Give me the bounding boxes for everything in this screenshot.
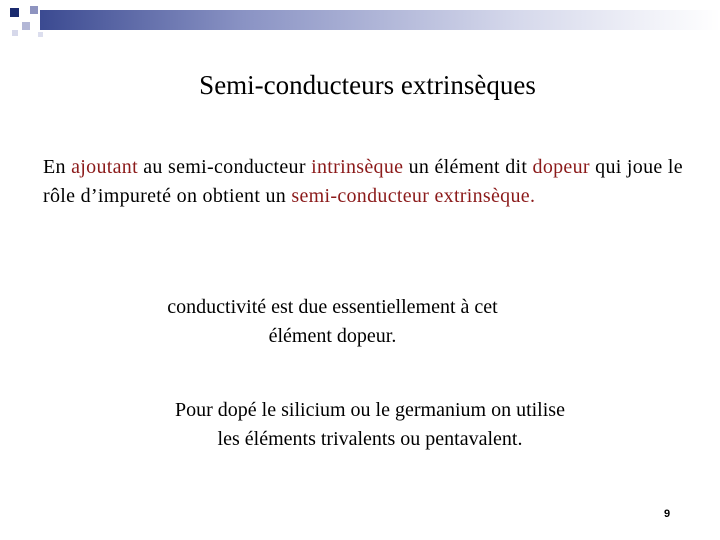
decorative-square	[12, 30, 18, 36]
doping-line-2: les éléments trivalents ou pentavalent.	[217, 428, 523, 450]
intro-text: un élément dit	[403, 156, 533, 178]
intro-highlight: semi-conducteur extrinsèque.	[291, 185, 536, 207]
slide-title: Semi-conducteurs extrinsèques	[199, 70, 536, 100]
decorative-square	[10, 8, 19, 17]
intro-highlight: dopeur	[532, 156, 590, 178]
doping-line-1: Pour dopé le silicium ou le germanium on utilise	[175, 399, 565, 421]
doping-paragraph	[110, 396, 630, 454]
decorative-square	[38, 32, 43, 37]
decorative-square	[22, 22, 30, 30]
intro-text: au semi-conducteur	[137, 156, 312, 178]
conductivity-paragraph	[120, 293, 545, 351]
page-number: 9	[664, 508, 671, 520]
intro-text: En	[43, 156, 72, 178]
conductivity-line-1: conductivité est due essentiellement à cet	[167, 296, 498, 318]
conductivity-line-2: élément dopeur.	[268, 325, 397, 347]
intro-highlight: intrinsèque	[311, 156, 404, 178]
intro-paragraph	[43, 153, 683, 211]
intro-text: qui joue le rôle d’impureté on obtient un	[43, 156, 683, 207]
intro-highlight: ajoutant	[71, 156, 138, 178]
decorative-square	[30, 6, 38, 14]
header-gradient-bar	[40, 10, 720, 30]
